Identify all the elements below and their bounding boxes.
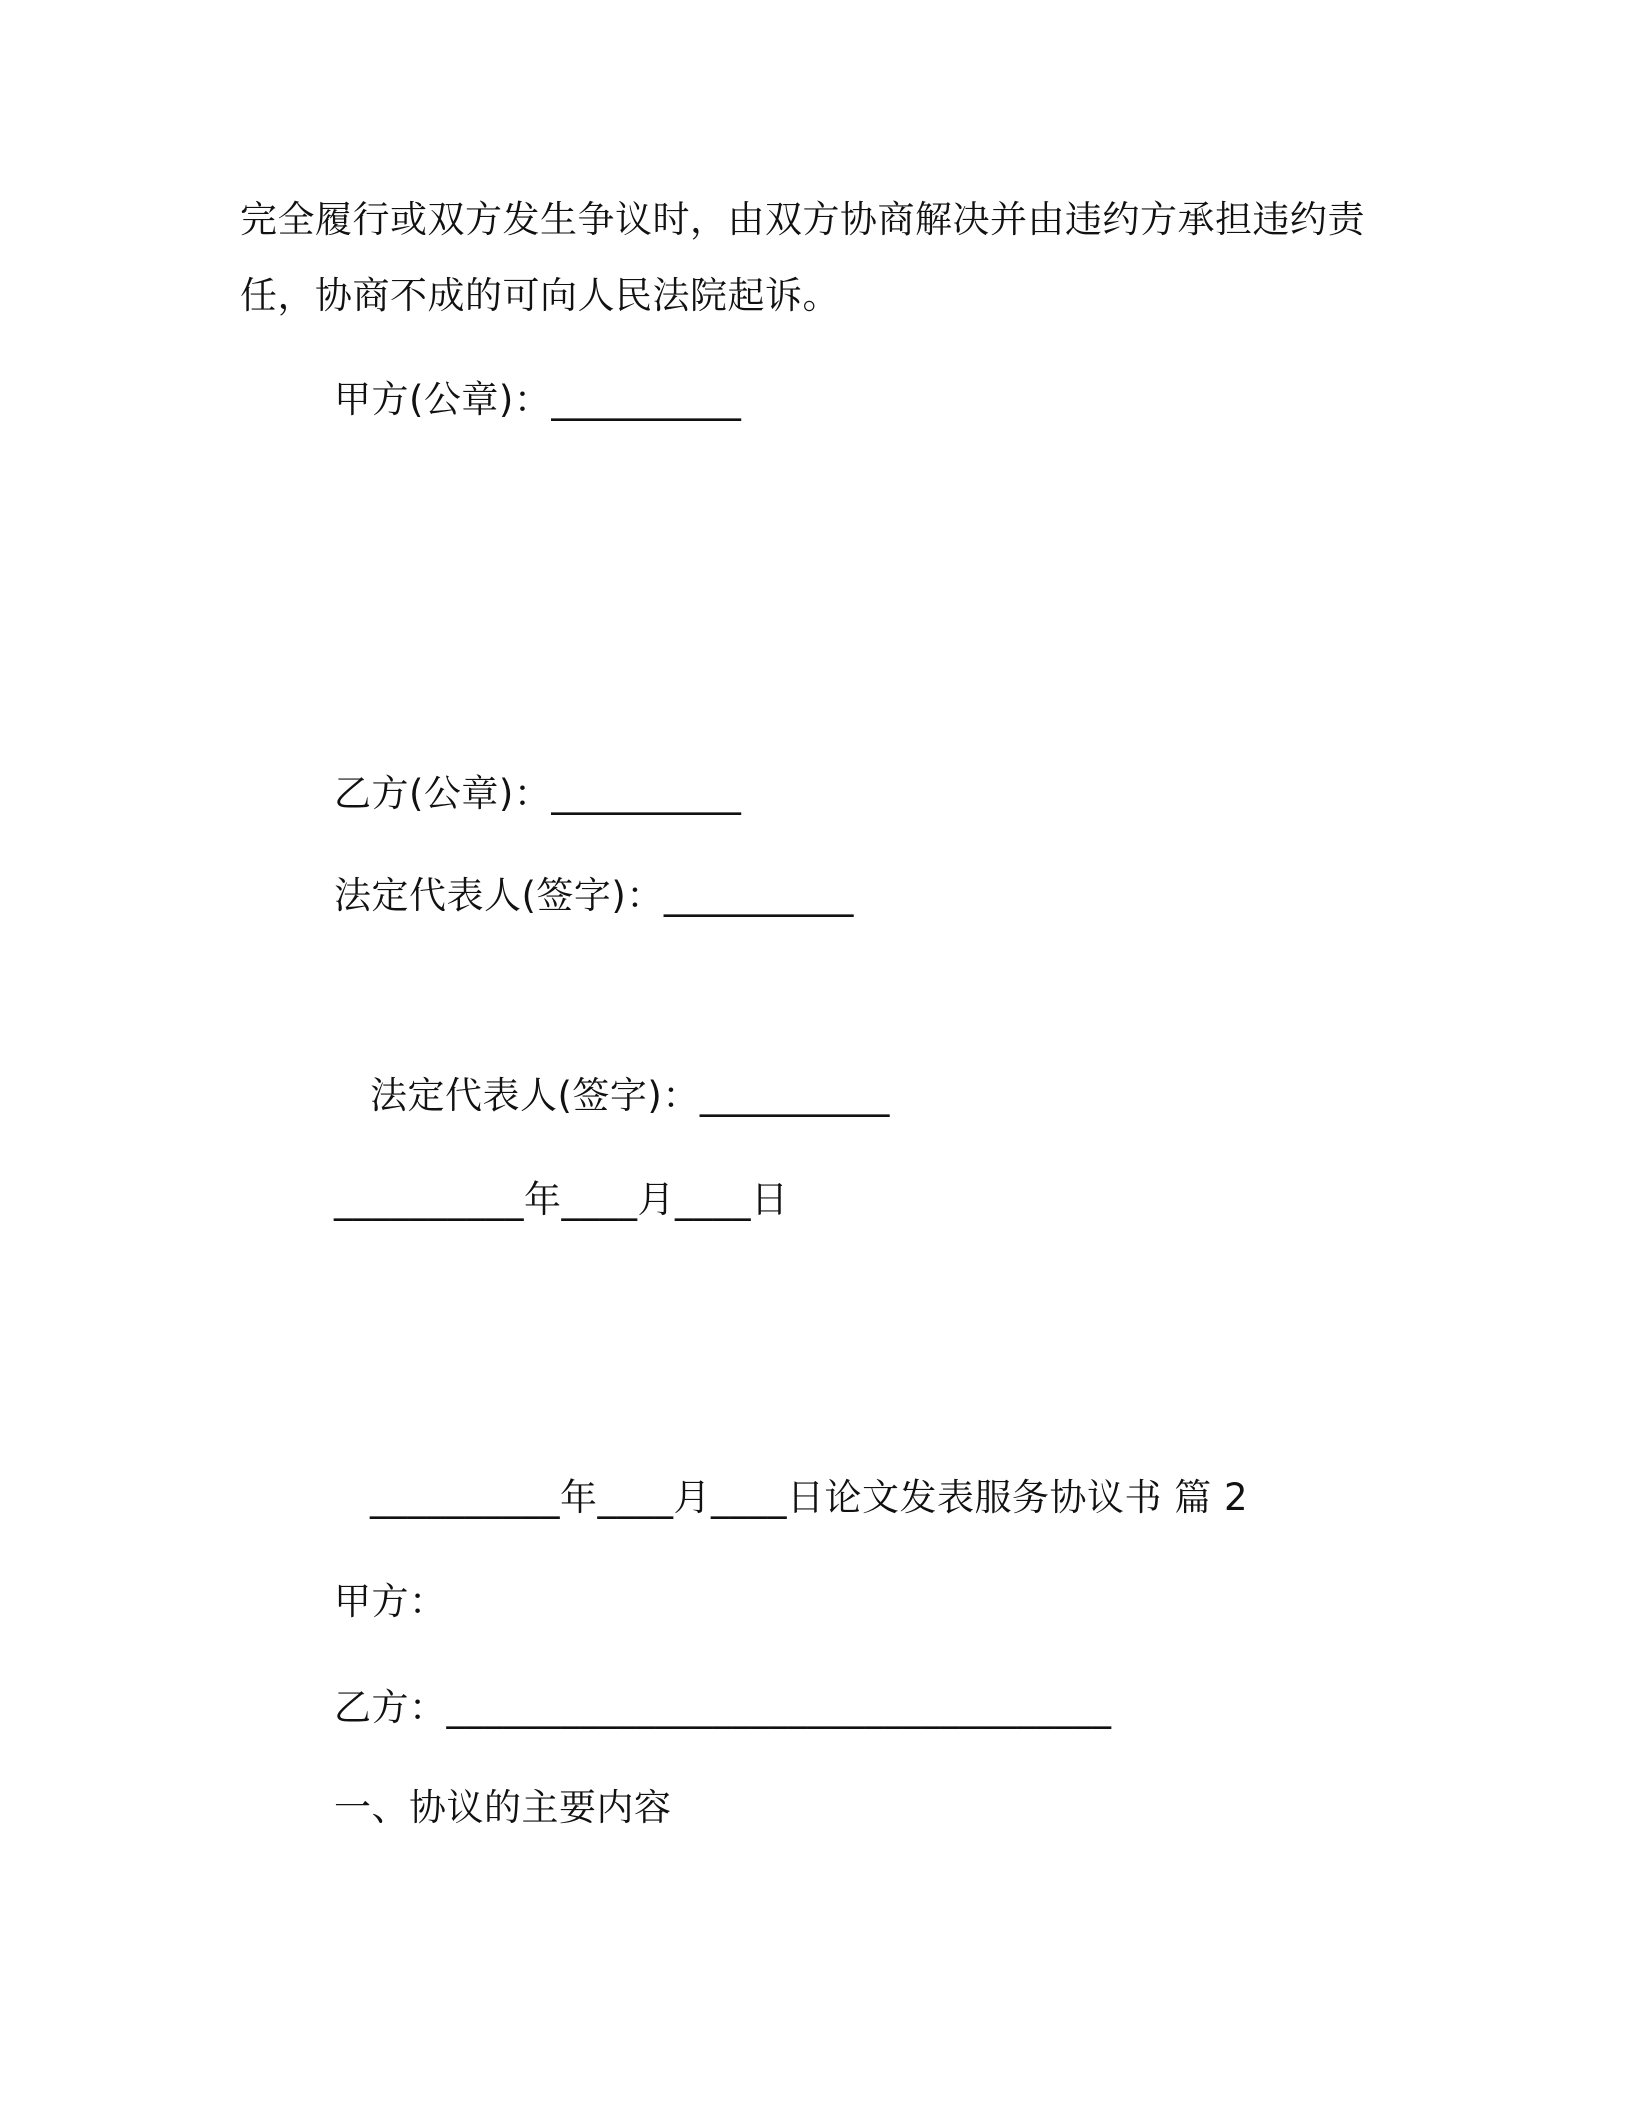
date-line: __________年____月____日	[334, 1178, 789, 1221]
section-1-heading: 一、协议的主要内容	[334, 1786, 672, 1829]
party-b-seal-line: 乙方(公章)：__________	[334, 772, 742, 815]
party-b-line: 乙方：___________________________________	[334, 1686, 1112, 1729]
paragraph-line-2: 任，协商不成的可向人民法院起诉。	[240, 274, 840, 317]
agreement-heading: __________年____月____日论文发表服务协议书 篇 2	[370, 1476, 1249, 1519]
legal-rep-signature-line-1: 法定代表人(签字)：__________	[334, 874, 854, 917]
legal-rep-signature-line-2: 法定代表人(签字)：__________	[370, 1074, 890, 1117]
paragraph-line-1: 完全履行或双方发生争议时，由双方协商解决并由违约方承担违约责	[240, 198, 1365, 241]
party-a-seal-line: 甲方(公章)：__________	[334, 378, 742, 421]
party-a-label: 甲方：	[334, 1580, 447, 1623]
